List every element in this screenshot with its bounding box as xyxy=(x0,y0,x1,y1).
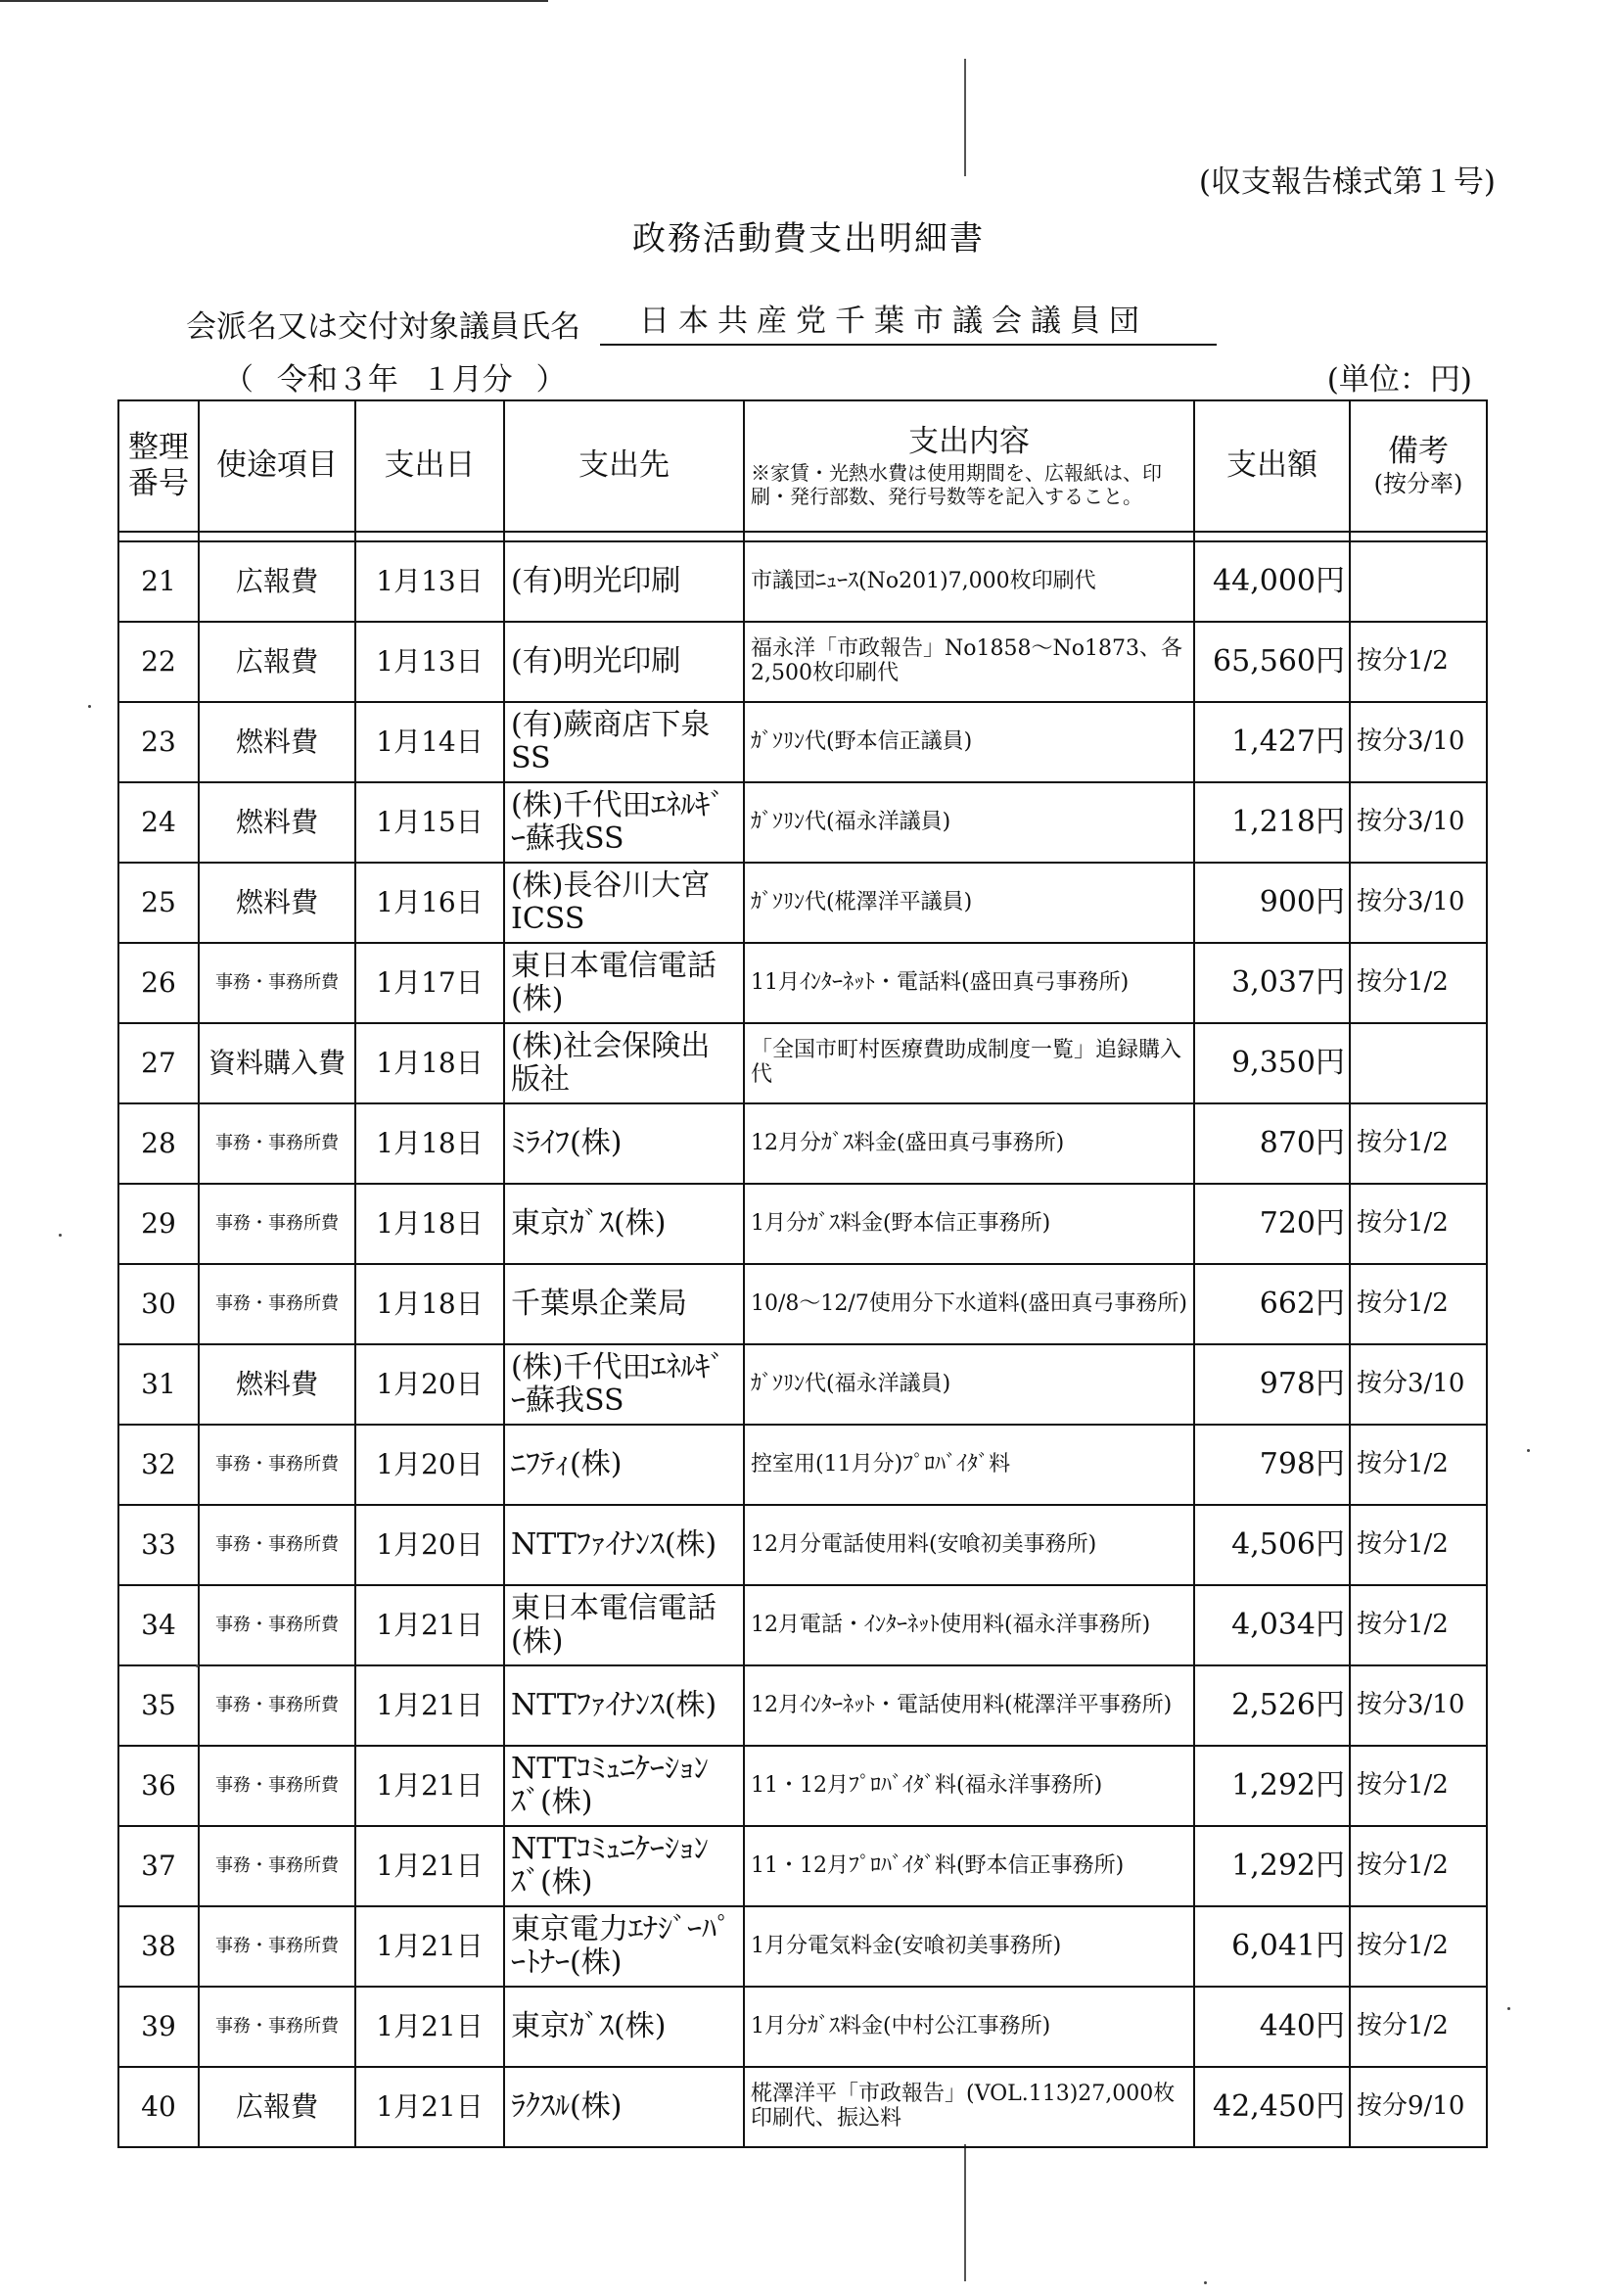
cell-category: 燃料費 xyxy=(199,782,355,863)
spacer-cell xyxy=(199,532,355,541)
cell-num: 31 xyxy=(118,1344,199,1425)
cell-date: 1月21日 xyxy=(355,1906,504,1987)
cell-category: 事務・事務所費 xyxy=(199,1425,355,1505)
cell-content: 1月分ｶﾞｽ料金(中村公江事務所) xyxy=(744,1987,1194,2067)
cell-note: 按分1/2 xyxy=(1350,1505,1487,1585)
cell-num: 26 xyxy=(118,943,199,1023)
cell-category: 燃料費 xyxy=(199,1344,355,1425)
cell-category: 事務・事務所費 xyxy=(199,1665,355,1746)
cell-payee: (株)千代田ｴﾈﾙｷﾞｰ蘇我SS xyxy=(504,782,744,863)
cell-amount: 3,037円 xyxy=(1194,943,1350,1023)
cell-num: 38 xyxy=(118,1906,199,1987)
cell-content: 椛澤洋平「市政報告」(VOL.113)27,000枚印刷代、振込料 xyxy=(744,2067,1194,2147)
cell-category: 事務・事務所費 xyxy=(199,1103,355,1184)
cell-amount: 44,000円 xyxy=(1194,541,1350,622)
cell-note: 按分1/2 xyxy=(1350,1103,1487,1184)
cell-date: 1月21日 xyxy=(355,1746,504,1826)
cell-payee: (有)明光印刷 xyxy=(504,622,744,702)
cell-num: 27 xyxy=(118,1023,199,1103)
cell-num: 39 xyxy=(118,1987,199,2067)
cell-content: ｶﾞｿﾘﾝ代(福永洋議員) xyxy=(744,782,1194,863)
cell-num: 28 xyxy=(118,1103,199,1184)
cell-num: 40 xyxy=(118,2067,199,2147)
cell-amount: 798円 xyxy=(1194,1425,1350,1505)
cell-amount: 720円 xyxy=(1194,1184,1350,1264)
cell-note: 按分3/10 xyxy=(1350,1344,1487,1425)
cell-payee: ﾗｸｽﾙ(株) xyxy=(504,2067,744,2147)
scan-top-line xyxy=(0,0,548,2)
cell-num: 30 xyxy=(118,1264,199,1344)
cell-num: 24 xyxy=(118,782,199,863)
cell-payee: (株)千代田ｴﾈﾙｷﾞｰ蘇我SS xyxy=(504,1344,744,1425)
spacer-cell xyxy=(504,532,744,541)
cell-note: 按分1/2 xyxy=(1350,622,1487,702)
table-row xyxy=(118,702,1487,782)
cell-num: 22 xyxy=(118,622,199,702)
org-name: 日本共産党千葉市議会議員団 xyxy=(600,296,1217,346)
cell-content: 11月ｲﾝﾀｰﾈｯﾄ・電話料(盛田真弓事務所) xyxy=(744,943,1194,1023)
cell-category: 事務・事務所費 xyxy=(199,1746,355,1826)
col-num-header: 整理番号 xyxy=(118,400,199,532)
col-note-header xyxy=(1350,400,1487,532)
cell-amount: 1,292円 xyxy=(1194,1746,1350,1826)
cell-num: 33 xyxy=(118,1505,199,1585)
cell-category: 広報費 xyxy=(199,622,355,702)
table-row xyxy=(118,1023,1487,1103)
scan-speckle xyxy=(59,1234,62,1237)
col-payee-header: 支出先 xyxy=(504,400,744,532)
cell-note: 按分3/10 xyxy=(1350,863,1487,943)
spacer-cell xyxy=(118,532,199,541)
cell-note: 按分1/2 xyxy=(1350,1184,1487,1264)
cell-amount: 9,350円 xyxy=(1194,1023,1350,1103)
cell-category: 事務・事務所費 xyxy=(199,1264,355,1344)
cell-payee: 東京電力ｴﾅｼﾞｰﾊﾟｰﾄﾅｰ(株) xyxy=(504,1906,744,1987)
form-number: (収支報告様式第１号) xyxy=(1198,164,1496,200)
cell-amount: 978円 xyxy=(1194,1344,1350,1425)
cell-content: 福永洋「市政報告」No1858～No1873、各2,500枚印刷代 xyxy=(744,622,1194,702)
cell-note xyxy=(1350,541,1487,622)
cell-amount: 42,450円 xyxy=(1194,2067,1350,2147)
cell-note: 按分1/2 xyxy=(1350,1585,1487,1665)
cell-category: 広報費 xyxy=(199,541,355,622)
cell-category: 事務・事務所費 xyxy=(199,1505,355,1585)
cell-amount: 6,041円 xyxy=(1194,1906,1350,1987)
table-row xyxy=(118,1264,1487,1344)
cell-note: 按分1/2 xyxy=(1350,1746,1487,1826)
col-note-subtitle: (按分率) xyxy=(1373,470,1463,498)
cell-content: 1月分ｶﾞｽ料金(野本信正事務所) xyxy=(744,1184,1194,1264)
cell-date: 1月20日 xyxy=(355,1505,504,1585)
cell-date: 1月21日 xyxy=(355,1585,504,1665)
cell-date: 1月20日 xyxy=(355,1425,504,1505)
cell-date: 1月14日 xyxy=(355,702,504,782)
table-row xyxy=(118,1103,1487,1184)
col-content-header xyxy=(744,400,1194,532)
cell-date: 1月16日 xyxy=(355,863,504,943)
cell-category: 事務・事務所費 xyxy=(199,1585,355,1665)
table-spacer-row xyxy=(118,532,1487,541)
table-header-row xyxy=(118,400,1487,532)
cell-num: 25 xyxy=(118,863,199,943)
table-row xyxy=(118,1425,1487,1505)
document-title: 政務活動費支出明細書 xyxy=(632,219,985,258)
cell-amount: 4,034円 xyxy=(1194,1585,1350,1665)
cell-note: 按分9/10 xyxy=(1350,2067,1487,2147)
cell-date: 1月18日 xyxy=(355,1184,504,1264)
table-row xyxy=(118,1585,1487,1665)
unit-label: (単位：円) xyxy=(1326,362,1472,398)
scan-speckle xyxy=(1204,2281,1207,2284)
spacer-cell xyxy=(355,532,504,541)
cell-payee: 東京ｶﾞｽ(株) xyxy=(504,1987,744,2067)
expenditure-table xyxy=(117,399,1488,2148)
cell-note: 按分1/2 xyxy=(1350,1264,1487,1344)
spacer-cell xyxy=(1350,532,1487,541)
cell-category: 広報費 xyxy=(199,2067,355,2147)
cell-payee: 千葉県企業局 xyxy=(504,1264,744,1344)
table-row xyxy=(118,863,1487,943)
cell-content: ｶﾞｿﾘﾝ代(野本信正議員) xyxy=(744,702,1194,782)
cell-num: 34 xyxy=(118,1585,199,1665)
cell-payee: (有)蕨商店下泉SS xyxy=(504,702,744,782)
cell-note: 按分3/10 xyxy=(1350,782,1487,863)
cell-content: 市議団ﾆｭｰｽ(No201)7,000枚印刷代 xyxy=(744,541,1194,622)
col-amount-header: 支出額 xyxy=(1194,400,1350,532)
cell-payee: ﾆﾌﾃｨ(株) xyxy=(504,1425,744,1505)
cell-date: 1月13日 xyxy=(355,541,504,622)
scan-fold-line xyxy=(964,2144,966,2281)
col-note-title: 備考 xyxy=(1388,434,1449,469)
table-row xyxy=(118,541,1487,622)
cell-content: 12月電話・ｲﾝﾀｰﾈｯﾄ使用料(福永洋事務所) xyxy=(744,1585,1194,1665)
cell-payee: NTTｺﾐｭﾆｹｰｼｮﾝｽﾞ(株) xyxy=(504,1826,744,1906)
cell-payee: 東日本電信電話(株) xyxy=(504,1585,744,1665)
table-body xyxy=(118,532,1487,2147)
cell-date: 1月13日 xyxy=(355,622,504,702)
cell-date: 1月18日 xyxy=(355,1103,504,1184)
org-label: 会派名又は交付対象議員氏名 xyxy=(186,309,580,345)
cell-amount: 900円 xyxy=(1194,863,1350,943)
cell-category: 事務・事務所費 xyxy=(199,1184,355,1264)
cell-note: 按分1/2 xyxy=(1350,943,1487,1023)
cell-date: 1月18日 xyxy=(355,1264,504,1344)
table-row xyxy=(118,1344,1487,1425)
cell-category: 燃料費 xyxy=(199,702,355,782)
cell-num: 32 xyxy=(118,1425,199,1505)
cell-num: 21 xyxy=(118,541,199,622)
cell-payee: 東京ｶﾞｽ(株) xyxy=(504,1184,744,1264)
cell-amount: 1,427円 xyxy=(1194,702,1350,782)
cell-date: 1月15日 xyxy=(355,782,504,863)
spacer-cell xyxy=(744,532,1194,541)
cell-content: 11・12月ﾌﾟﾛﾊﾞｲﾀﾞ料(野本信正事務所) xyxy=(744,1826,1194,1906)
cell-category: 事務・事務所費 xyxy=(199,1826,355,1906)
cell-date: 1月21日 xyxy=(355,1665,504,1746)
cell-category: 事務・事務所費 xyxy=(199,943,355,1023)
cell-payee: (株)長谷川大宮ICSS xyxy=(504,863,744,943)
cell-amount: 1,292円 xyxy=(1194,1826,1350,1906)
col-content-title: 支出内容 xyxy=(908,424,1030,460)
table-row xyxy=(118,1505,1487,1585)
cell-num: 29 xyxy=(118,1184,199,1264)
table-row xyxy=(118,1906,1487,1987)
table-row xyxy=(118,622,1487,702)
cell-category: 事務・事務所費 xyxy=(199,1906,355,1987)
cell-content: ｶﾞｿﾘﾝ代(福永洋議員) xyxy=(744,1344,1194,1425)
cell-amount: 65,560円 xyxy=(1194,622,1350,702)
cell-note: 按分1/2 xyxy=(1350,1826,1487,1906)
table-row xyxy=(118,1987,1487,2067)
col-category-header: 使途項目 xyxy=(199,400,355,532)
cell-category: 燃料費 xyxy=(199,863,355,943)
period-label: （ 令和３年 １月分 ） xyxy=(223,362,567,398)
cell-date: 1月21日 xyxy=(355,1987,504,2067)
table-row xyxy=(118,1746,1487,1826)
cell-content: ｶﾞｿﾘﾝ代(椛澤洋平議員) xyxy=(744,863,1194,943)
cell-date: 1月18日 xyxy=(355,1023,504,1103)
cell-note: 按分3/10 xyxy=(1350,702,1487,782)
cell-amount: 1,218円 xyxy=(1194,782,1350,863)
cell-payee: (株)社会保険出版社 xyxy=(504,1023,744,1103)
cell-date: 1月21日 xyxy=(355,2067,504,2147)
cell-content: 「全国市町村医療費助成制度一覧」追録購入代 xyxy=(744,1023,1194,1103)
cell-payee: 東日本電信電話(株) xyxy=(504,943,744,1023)
spacer-cell xyxy=(1194,532,1350,541)
scan-speckle xyxy=(1507,2007,1510,2010)
cell-note: 按分3/10 xyxy=(1350,1665,1487,1746)
cell-payee: (有)明光印刷 xyxy=(504,541,744,622)
col-date-header: 支出日 xyxy=(355,400,504,532)
cell-date: 1月17日 xyxy=(355,943,504,1023)
cell-num: 37 xyxy=(118,1826,199,1906)
cell-category: 事務・事務所費 xyxy=(199,1987,355,2067)
cell-note: 按分1/2 xyxy=(1350,1425,1487,1505)
organization-row xyxy=(186,296,1217,346)
cell-amount: 2,526円 xyxy=(1194,1665,1350,1746)
cell-content: 1月分電気料金(安喰初美事務所) xyxy=(744,1906,1194,1987)
cell-content: 11・12月ﾌﾟﾛﾊﾞｲﾀﾞ料(福永洋事務所) xyxy=(744,1746,1194,1826)
cell-date: 1月21日 xyxy=(355,1826,504,1906)
cell-amount: 440円 xyxy=(1194,1987,1350,2067)
cell-num: 23 xyxy=(118,702,199,782)
cell-note: 按分1/2 xyxy=(1350,1987,1487,2067)
cell-payee: NTTﾌｧｲﾅﾝｽ(株) xyxy=(504,1505,744,1585)
cell-num: 35 xyxy=(118,1665,199,1746)
cell-payee: ﾐﾗｲﾌ(株) xyxy=(504,1103,744,1184)
cell-content: 控室用(11月分)ﾌﾟﾛﾊﾞｲﾀﾞ料 xyxy=(744,1425,1194,1505)
cell-date: 1月20日 xyxy=(355,1344,504,1425)
cell-payee: NTTﾌｧｲﾅﾝｽ(株) xyxy=(504,1665,744,1746)
cell-content: 10/8～12/7使用分下水道料(盛田真弓事務所) xyxy=(744,1264,1194,1344)
col-content-note: ※家賃・光熱水費は使用期間を、広報紙は、印刷・発行部数、発行号数等を記入すること。 xyxy=(751,460,1162,508)
cell-amount: 870円 xyxy=(1194,1103,1350,1184)
cell-amount: 4,506円 xyxy=(1194,1505,1350,1585)
scan-speckle xyxy=(88,705,91,708)
cell-content: 12月分ｶﾞｽ料金(盛田真弓事務所) xyxy=(744,1103,1194,1184)
table-row xyxy=(118,2067,1487,2147)
table-row xyxy=(118,782,1487,863)
table-row xyxy=(118,1826,1487,1906)
cell-payee: NTTｺﾐｭﾆｹｰｼｮﾝｽﾞ(株) xyxy=(504,1746,744,1826)
table-row xyxy=(118,1665,1487,1746)
cell-content: 12月ｲﾝﾀｰﾈｯﾄ・電話使用料(椛澤洋平事務所) xyxy=(744,1665,1194,1746)
cell-num: 36 xyxy=(118,1746,199,1826)
cell-content: 12月分電話使用料(安喰初美事務所) xyxy=(744,1505,1194,1585)
table-row xyxy=(118,1184,1487,1264)
cell-amount: 662円 xyxy=(1194,1264,1350,1344)
scan-speckle xyxy=(196,1664,199,1667)
cell-note xyxy=(1350,1023,1487,1103)
scan-speckle xyxy=(1527,1449,1530,1452)
table-row xyxy=(118,943,1487,1023)
cell-category: 資料購入費 xyxy=(199,1023,355,1103)
scan-fold-line xyxy=(964,59,966,176)
cell-note: 按分1/2 xyxy=(1350,1906,1487,1987)
